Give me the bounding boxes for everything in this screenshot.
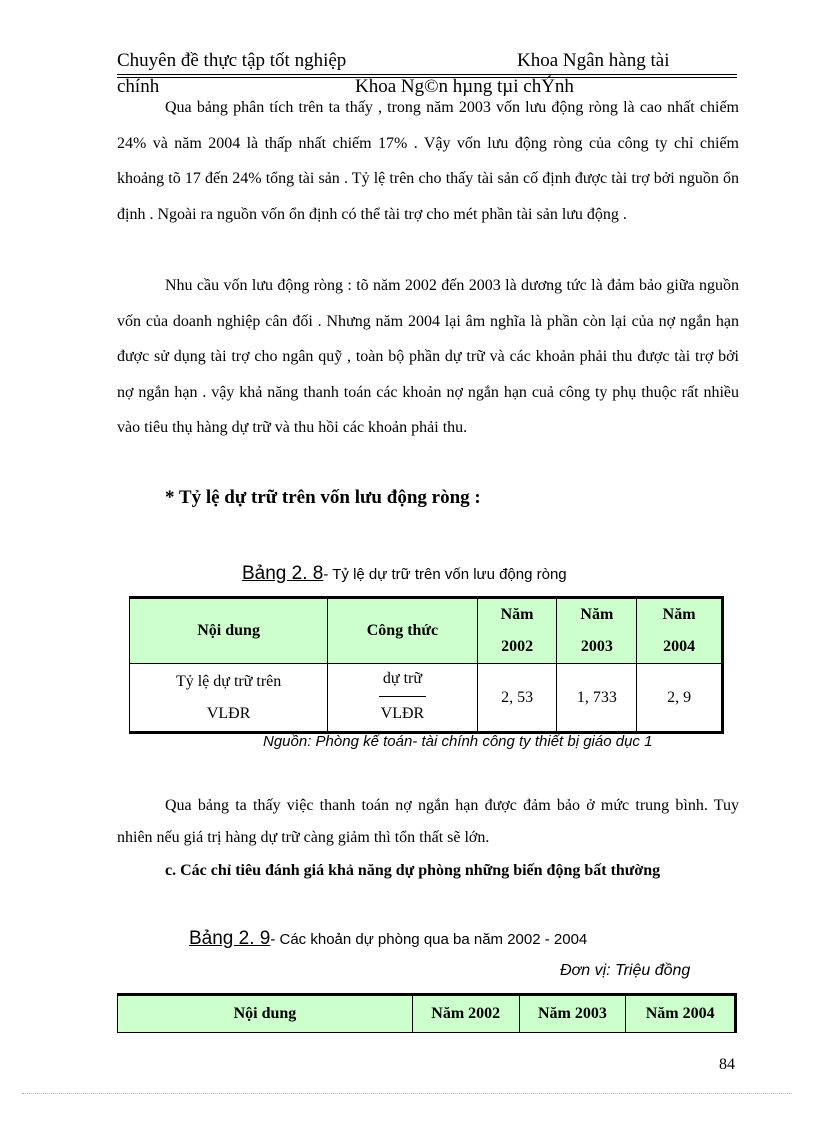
header-title-right: Khoa Ngân hàng tài: [517, 50, 670, 71]
reserve-ratio-table: [129, 596, 724, 734]
header-line: Năm: [500, 606, 534, 623]
column-header: [637, 598, 723, 664]
header-title-left: Chuyên đề thực tập tốt nghiệp: [117, 50, 347, 71]
column-header: Năm 2004: [626, 995, 736, 1033]
table-source-note: Nguồn: Phòng kế toán- tài chính công ty thiết bị giáo dục 1: [263, 733, 653, 750]
header-line: Năm: [580, 606, 614, 623]
header-line: 2003: [580, 638, 613, 655]
table-cell: 1, 733: [557, 664, 637, 733]
column-header: Nội dung: [118, 995, 413, 1033]
section-heading-c: c. Các chỉ tiêu đánh giá khả năng dự phòng những biến động bất thường: [165, 862, 661, 879]
formula-numerator: dự trữ: [379, 664, 426, 697]
formula-denominator: VLĐR: [380, 705, 425, 722]
header-line: 2002: [501, 638, 534, 655]
page-bottom-divider: [22, 1093, 792, 1094]
column-header: Năm 2003: [519, 995, 626, 1033]
table-caption-text: - Các khoản dự phòng qua ba năm 2002 - 2004: [270, 931, 588, 948]
body-paragraph: Qua bảng ta thấy việc thanh toán nợ ngắn hạn được đảm bảo ở mức trung bình. Tuy nhiên nếu giá trị hàng dự trữ càng giảm thì tổn thất sẽ lớn.: [117, 797, 739, 846]
cell-line: Tỷ lệ dự trữ trên: [175, 672, 282, 690]
header-rule: [117, 74, 737, 75]
table-cell: 2, 53: [477, 664, 557, 733]
column-header: [477, 598, 557, 664]
formula-cell: [328, 664, 477, 733]
table-cell: [130, 664, 328, 733]
cell-line: VLĐR: [206, 704, 251, 722]
header-overprint-text: Khoa Ng©n hµng tµi chÝnh: [355, 76, 574, 97]
page-number: 84: [719, 1056, 735, 1073]
body-paragraph: Nhu cầu vốn lưu động ròng : tõ năm 2002 đến 2003 là dương tức là đảm bảo giữa nguồn vốn của doanh nghiệp cân đối . Nhưng năm 2004 lại âm nghĩa là phần còn lại của nợ ngắn hạn được sử dụng tài trợ cho ngân quỹ , toàn bộ phần dự trữ và các khoản phải thu được tài trợ bởi nợ ngắn hạn . vậy khả năng thanh toán các khoản nợ ngắn hạn cuả công ty phụ thuộc rất nhiều vào tiêu thụ hàng dự trữ và thu hồi các khoản phải thu.: [117, 277, 739, 436]
table-caption: [189, 928, 587, 950]
header-line: Năm: [662, 606, 696, 623]
body-paragraph: Qua bảng phân tích trên ta thấy , trong năm 2003 vốn lưu động ròng là cao nhất chiếm 24% và năm 2004 là thấp nhất chiếm 17% . Vậy vốn lưu động ròng của công ty chỉ chiếm khoảng tõ 17 đến 24% tổng tài sản . Tỷ lệ trên cho thấy tài sản cố định được tài trợ bởi nguồn ổn định . Ngoài ra nguồn vốn ổn định có thể tài trợ cho mét phần tài sản lưu động .: [117, 99, 739, 223]
unit-label: Đơn vị: Triệu đồng: [560, 962, 691, 979]
table-caption: [242, 563, 567, 585]
provisions-table: [117, 993, 737, 1033]
column-header: Năm 2002: [412, 995, 519, 1033]
table-row: [130, 664, 723, 733]
column-header: [557, 598, 637, 664]
header-title-left-continued: chính: [117, 76, 160, 97]
table-caption-text: - Tỷ lệ dự trữ trên vốn lưu động ròng: [323, 566, 567, 583]
header-line: 2004: [663, 638, 696, 655]
table-cell: 2, 9: [637, 664, 723, 733]
table-number: Bảng 2. 8: [242, 563, 324, 584]
table-number: Bảng 2. 9: [189, 928, 271, 949]
column-header: Nội dung: [130, 598, 328, 664]
section-heading: * Tỷ lệ dự trữ trên vốn lưu động ròng :: [165, 487, 481, 508]
column-header: Công thức: [328, 598, 477, 664]
